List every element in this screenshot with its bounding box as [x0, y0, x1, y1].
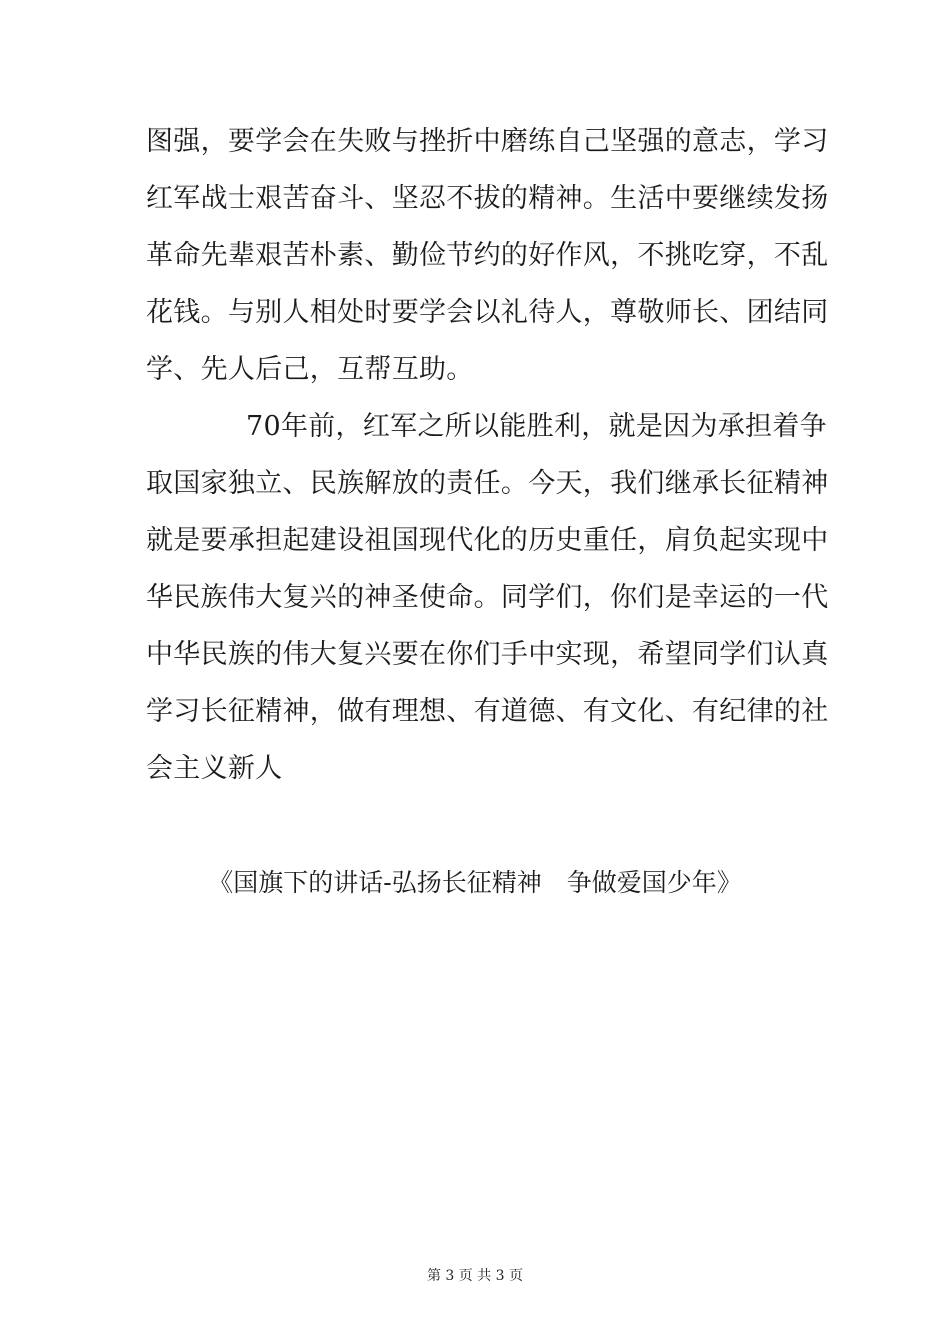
- page-number-footer: 第 3 页 共 3 页: [426, 1268, 524, 1284]
- paragraph-line: 学习长征精神，做有理想、有道德、有文化、有纪律的社: [146, 696, 829, 727]
- paragraph-2: [146, 398, 829, 797]
- paragraph-1: [146, 113, 829, 398]
- paragraph-line: 就是要承担起建设祖国现代化的历史重任，肩负起实现中: [146, 525, 829, 556]
- paragraph-line: 会主义新人: [146, 753, 283, 784]
- paragraph-line: 革命先辈艰苦朴素、勤俭节约的好作风，不挑吃穿，不乱: [146, 240, 829, 271]
- paragraph-line: 花钱。与别人相处时要学会以礼待人，尊敬师长、团结同: [146, 297, 829, 328]
- document-title: 《国旗下的讲话-弘扬长征精神 争做爱国少年》: [208, 868, 742, 897]
- paragraph-line: 学、先人后己，互帮互助。: [146, 354, 474, 385]
- paragraph-line: 红军战士艰苦奋斗、坚忍不拔的精神。生活中要继续发扬: [146, 183, 829, 214]
- paragraph-line: 70年前，红军之所以能胜利，就是因为承担着争: [246, 411, 827, 442]
- paragraph-line: 取国家独立、民族解放的责任。今天，我们继承长征精神: [146, 468, 829, 499]
- paragraph-line: 华民族伟大复兴的神圣使命。同学们，你们是幸运的一代: [146, 582, 829, 613]
- paragraph-line: 图强，要学会在失败与挫折中磨练自己坚强的意志，学习: [146, 126, 829, 157]
- paragraph-line: 中华民族的伟大复兴要在你们手中实现，希望同学们认真: [146, 639, 829, 670]
